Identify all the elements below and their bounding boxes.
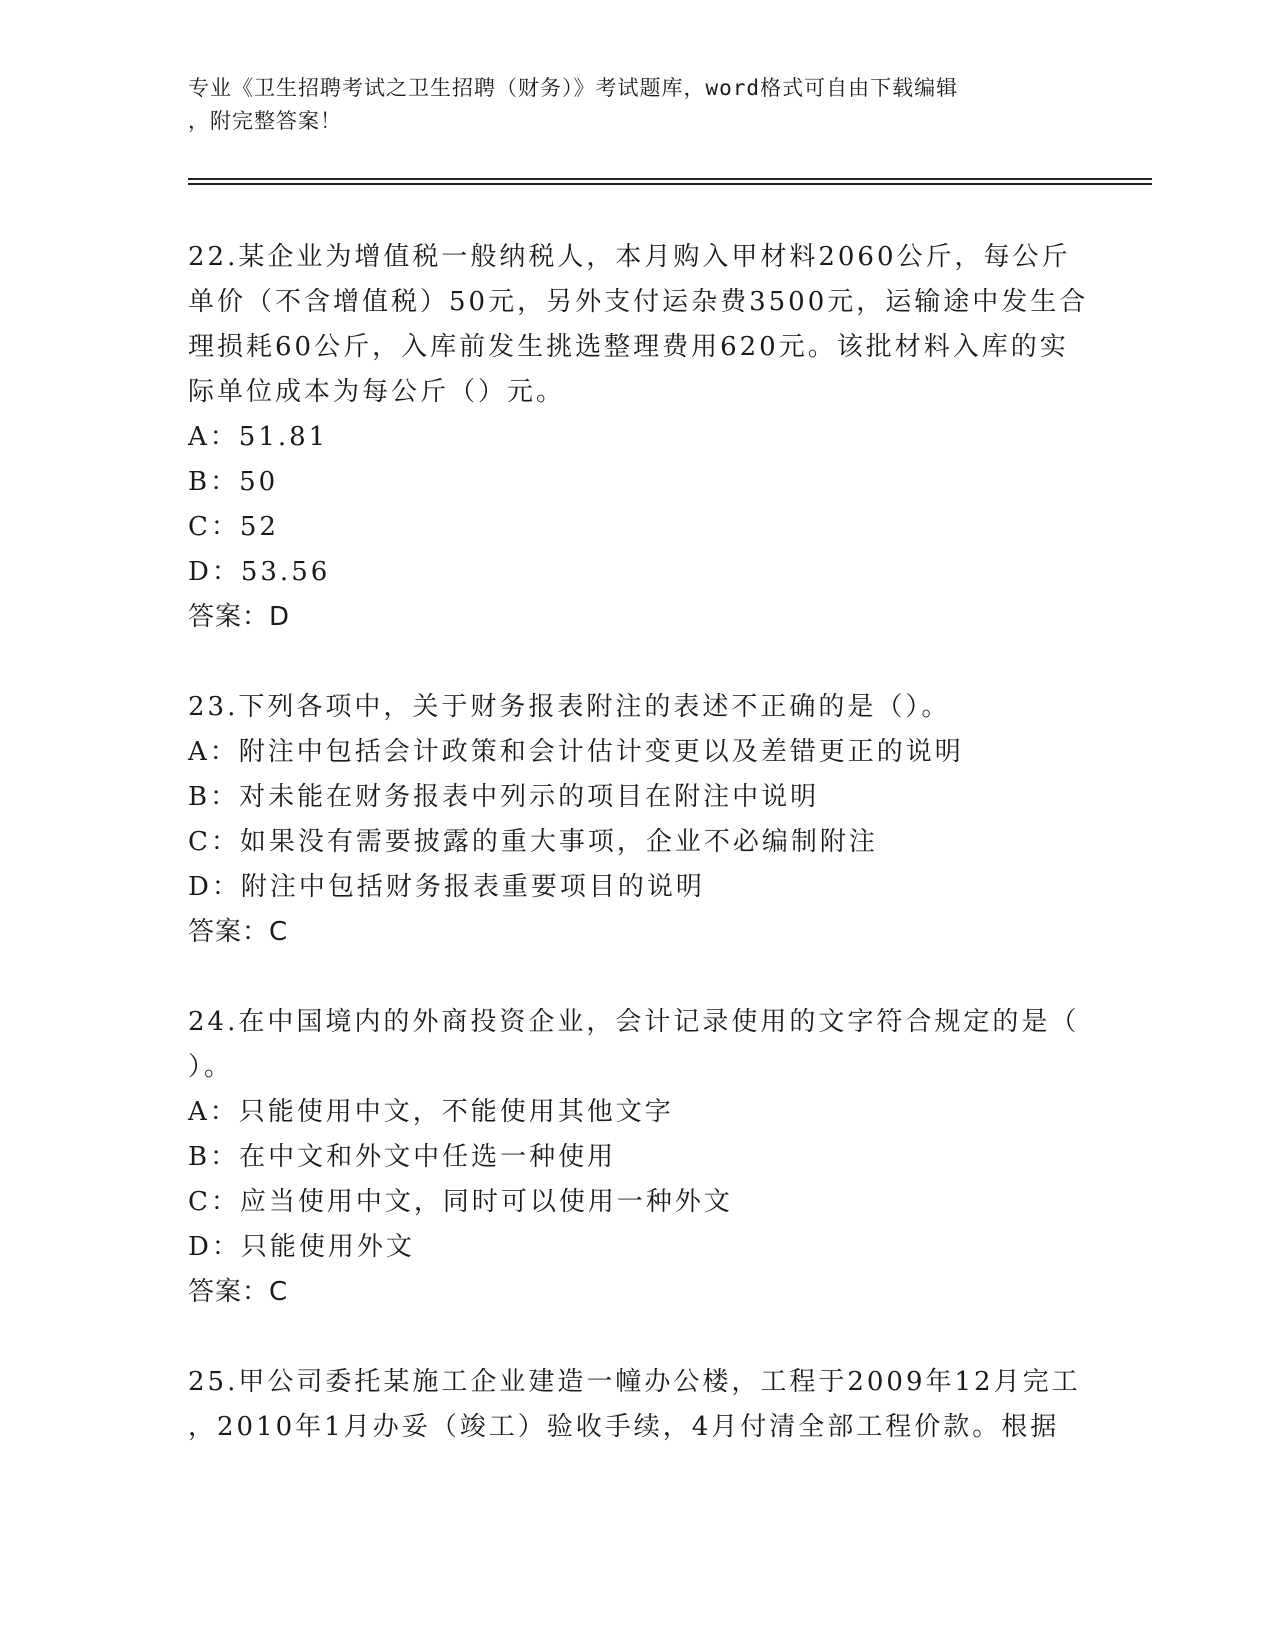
- header-rule-bottom: [188, 183, 1152, 185]
- question-22-stem-line-2: 单价（不含增值税）50元，另外支付运杂费3500元，运输途中发生合: [188, 287, 1089, 317]
- question-23-stem-line-1: 23.下列各项中，关于财务报表附注的表述不正确的是（）。: [188, 692, 951, 722]
- question-22-option-d: D：53.56: [188, 557, 331, 587]
- question-24-stem-line-1: 24.在中国境内的外商投资企业，会计记录使用的文字符合规定的是（: [188, 1007, 1080, 1037]
- header-line-2: ，附完整答案！: [188, 109, 342, 133]
- header-line-1: 专业《卫生招聘考试之卫生招聘（财务）》考试题库，word格式可自由下载编辑: [188, 76, 959, 100]
- question-24-answer: 答案：C: [188, 1277, 289, 1307]
- question-22-answer: 答案：D: [188, 602, 291, 632]
- question-22-option-a: A：51.81: [188, 422, 329, 452]
- document-header: [188, 72, 1068, 138]
- question-24-option-a: A：只能使用中文，不能使用其他文字: [188, 1097, 674, 1127]
- question-24-option-c: C：应当使用中文，同时可以使用一种外文: [188, 1187, 733, 1217]
- question-25-stem-line-1: 25.甲公司委托某施工企业建造一幢办公楼，工程于2009年12月完工: [188, 1367, 1081, 1397]
- question-23-option-b: B：对未能在财务报表中列示的项目在附注中说明: [188, 782, 820, 812]
- header-rule-top: [188, 178, 1152, 180]
- question-23-answer: 答案：C: [188, 917, 289, 947]
- question-22-option-b: B：50: [188, 467, 279, 497]
- question-23-option-d: D：附注中包括财务报表重要项目的说明: [188, 872, 705, 902]
- question-24-stem-line-2: ）。: [188, 1052, 234, 1082]
- question-22-stem-line-3: 理损耗60公斤，入库前发生挑选整理费用620元。该批材料入库的实: [188, 332, 1069, 362]
- question-22-stem-line-1: 22.某企业为增值税一般纳税人，本月购入甲材料2060公斤，每公斤: [188, 242, 1071, 272]
- question-25-stem-line-2: ，2010年1月办妥（竣工）验收手续，4月付清全部工程价款。根据: [188, 1412, 1060, 1442]
- question-23-option-a: A：附注中包括会计政策和会计估计变更以及差错更正的说明: [188, 737, 964, 767]
- question-22-option-c: C：52: [188, 512, 279, 542]
- question-24-option-d: D：只能使用外文: [188, 1232, 415, 1262]
- question-24-option-b: B：在中文和外文中任选一种使用: [188, 1142, 617, 1172]
- question-22-stem-line-4: 际单位成本为每公斤（）元。: [188, 377, 566, 407]
- question-23-option-c: C：如果没有需要披露的重大事项，企业不必编制附注: [188, 827, 878, 857]
